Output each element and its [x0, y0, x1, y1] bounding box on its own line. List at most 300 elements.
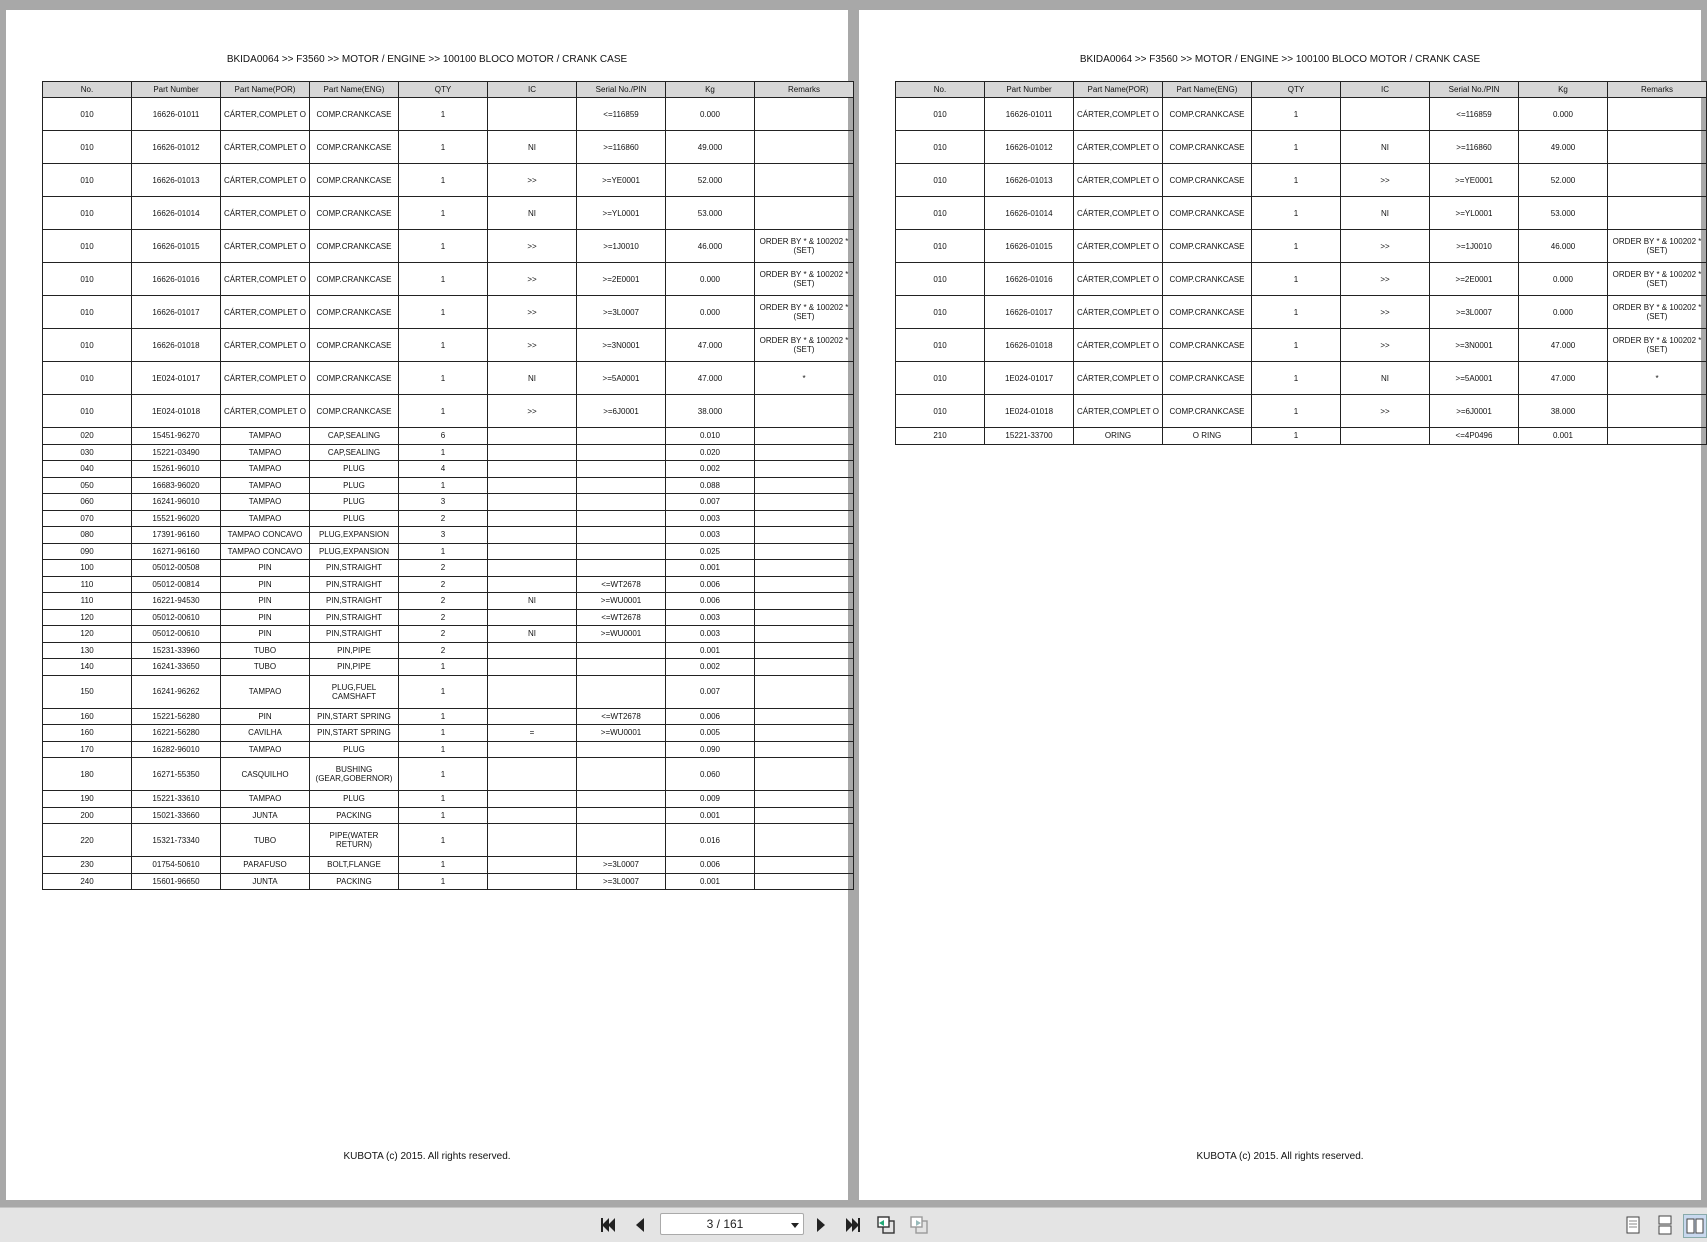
col-remarks-cell — [755, 477, 854, 494]
col-ic-cell — [488, 444, 577, 461]
col-part-name-eng-cell: COMP.CRANKCASE — [1163, 197, 1252, 230]
col-no-cell: 100 — [43, 560, 132, 577]
col-part-number-cell: 16626-01012 — [132, 131, 221, 164]
col-no-cell: 240 — [43, 873, 132, 890]
continuous-view-button[interactable] — [1654, 1214, 1676, 1236]
col-part-name-por-cell: TAMPAO — [221, 477, 310, 494]
col-part-number-cell: 16626-01016 — [985, 263, 1074, 296]
col-qty-cell: 2 — [399, 626, 488, 643]
go-forward-view-icon — [909, 1215, 929, 1235]
col-part-name-eng-cell: PIN,STRAIGHT — [310, 560, 399, 577]
col-part-number-cell: 15451-96270 — [132, 428, 221, 445]
col-qty-cell: 1 — [399, 741, 488, 758]
col-ic-cell: NI — [488, 197, 577, 230]
col-ic-cell — [488, 477, 577, 494]
col-remarks-cell: ORDER BY * & 100202 *(SET) — [755, 296, 854, 329]
col-part-name-eng-cell: COMP.CRANKCASE — [310, 131, 399, 164]
col-kg-cell: 0.001 — [666, 560, 755, 577]
col-qty-cell: 3 — [399, 494, 488, 511]
col-part-number-cell: 16241-33650 — [132, 659, 221, 676]
col-ic-cell: NI — [488, 626, 577, 643]
col-no-cell: 010 — [43, 197, 132, 230]
col-part-name-eng-cell: PIN,PIPE — [310, 659, 399, 676]
facing-pages-view-icon — [1686, 1218, 1704, 1234]
document-page-right — [859, 10, 1701, 1200]
col-part-name-eng-cell: BUSHING (GEAR,GOBERNOR) — [310, 758, 399, 791]
col-no-cell: 040 — [43, 461, 132, 478]
col-serial-cell: >=2E0001 — [1430, 263, 1519, 296]
col-ic-cell — [488, 741, 577, 758]
single-page-view-icon — [1625, 1216, 1641, 1234]
col-no-cell: 010 — [43, 131, 132, 164]
last-page-button[interactable] — [842, 1214, 864, 1236]
col-ic-cell: NI — [1341, 362, 1430, 395]
col-no-cell: 150 — [43, 675, 132, 708]
col-part-name-por-cell: CÁRTER,COMPLET O — [1074, 395, 1163, 428]
col-remarks-cell — [755, 725, 854, 742]
col-no-cell: 010 — [896, 395, 985, 428]
col-no-cell: 190 — [43, 791, 132, 808]
col-part-name-por-cell: CÁRTER,COMPLET O — [221, 131, 310, 164]
col-kg-cell: 0.016 — [666, 824, 755, 857]
col-part-name-eng-cell: PIN,STRAIGHT — [310, 593, 399, 610]
parts-table — [42, 81, 854, 890]
col-part-name-por-cell: PIN — [221, 609, 310, 626]
col-kg-cell: 0.003 — [666, 609, 755, 626]
col-serial-cell: <=116859 — [577, 98, 666, 131]
col-ic-cell — [488, 791, 577, 808]
col-remarks-cell — [755, 791, 854, 808]
col-remarks-cell — [755, 444, 854, 461]
page-number-field[interactable] — [660, 1213, 804, 1235]
col-part-name-eng-cell: BOLT,FLANGE — [310, 857, 399, 874]
col-qty-cell: 1 — [1252, 164, 1341, 197]
col-qty-cell: 1 — [399, 543, 488, 560]
col-part-name-eng-cell: COMP.CRANKCASE — [310, 329, 399, 362]
table-row — [43, 164, 854, 197]
col-serial-cell — [577, 741, 666, 758]
col-part-number-cell: 15321-73340 — [132, 824, 221, 857]
col-part-name-por-cell: CÁRTER,COMPLET O — [1074, 329, 1163, 362]
col-part-number-cell: 16271-55350 — [132, 758, 221, 791]
table-header-row — [43, 82, 854, 98]
col-qty-cell: 1 — [1252, 395, 1341, 428]
col-part-name-eng-cell: PLUG — [310, 741, 399, 758]
col-serial-cell: <=116859 — [1430, 98, 1519, 131]
col-ic-cell: >> — [488, 164, 577, 197]
col-ic-cell: >> — [1341, 296, 1430, 329]
col-no-cell: 010 — [43, 263, 132, 296]
col-part-name-eng-cell: PACKING — [310, 873, 399, 890]
col-ic-cell: NI — [488, 593, 577, 610]
first-page-button[interactable] — [597, 1214, 619, 1236]
col-remarks-cell: ORDER BY * & 100202 *(SET) — [1608, 263, 1707, 296]
table-row — [43, 230, 854, 263]
viewer-toolbar — [0, 1207, 1707, 1242]
col-part-name-por-cell: CÁRTER,COMPLET O — [221, 230, 310, 263]
col-no-cell: 170 — [43, 741, 132, 758]
col-part-name-eng-cell: COMP.CRANKCASE — [1163, 98, 1252, 131]
col-kg-cell: 0.007 — [666, 494, 755, 511]
col-serial-cell — [577, 659, 666, 676]
col-kg-cell: 0.003 — [666, 626, 755, 643]
col-part-number-cell: 16626-01011 — [985, 98, 1074, 131]
go-back-view-button[interactable] — [875, 1214, 897, 1236]
col-ic-cell: >> — [488, 329, 577, 362]
col-part-name-por-cell: CÁRTER,COMPLET O — [221, 296, 310, 329]
column-header-ic: IC — [1341, 82, 1430, 98]
col-no-cell: 120 — [43, 609, 132, 626]
col-serial-cell: >=1J0010 — [577, 230, 666, 263]
col-serial-cell: >=3L0007 — [577, 857, 666, 874]
col-serial-cell: <=4P0496 — [1430, 428, 1519, 445]
table-row — [43, 527, 854, 544]
col-part-number-cell: 16683-96020 — [132, 477, 221, 494]
table-row — [43, 428, 854, 445]
col-no-cell: 230 — [43, 857, 132, 874]
col-ic-cell — [488, 675, 577, 708]
col-ic-cell — [488, 461, 577, 478]
col-kg-cell: 0.009 — [666, 791, 755, 808]
col-part-name-por-cell: PIN — [221, 593, 310, 610]
table-row — [43, 543, 854, 560]
col-qty-cell: 1 — [399, 98, 488, 131]
col-ic-cell — [1341, 98, 1430, 131]
col-remarks-cell: * — [755, 362, 854, 395]
col-kg-cell: 0.003 — [666, 527, 755, 544]
col-serial-cell: >=2E0001 — [577, 263, 666, 296]
column-header-part-name-eng: Part Name(ENG) — [1163, 82, 1252, 98]
column-header-part-name-por: Part Name(POR) — [1074, 82, 1163, 98]
table-row — [43, 329, 854, 362]
col-remarks-cell — [755, 428, 854, 445]
col-part-name-eng-cell: PLUG — [310, 461, 399, 478]
col-no-cell: 080 — [43, 527, 132, 544]
col-no-cell: 120 — [43, 626, 132, 643]
col-remarks-cell — [755, 164, 854, 197]
chevron-down-icon[interactable] — [791, 1223, 799, 1228]
col-qty-cell: 1 — [1252, 329, 1341, 362]
column-header-part-number: Part Number — [985, 82, 1074, 98]
col-remarks-cell — [755, 758, 854, 791]
col-part-name-eng-cell: PIN,STRAIGHT — [310, 609, 399, 626]
col-kg-cell: 52.000 — [1519, 164, 1608, 197]
col-no-cell: 010 — [896, 329, 985, 362]
col-part-number-cell: 16626-01018 — [132, 329, 221, 362]
col-ic-cell — [488, 609, 577, 626]
col-part-number-cell: 15601-96650 — [132, 873, 221, 890]
col-serial-cell: >=YE0001 — [577, 164, 666, 197]
col-qty-cell: 2 — [399, 642, 488, 659]
col-remarks-cell: ORDER BY * & 100202 *(SET) — [1608, 329, 1707, 362]
col-qty-cell: 1 — [399, 296, 488, 329]
col-part-name-por-cell: TAMPAO — [221, 461, 310, 478]
next-page-button[interactable] — [810, 1214, 832, 1236]
col-ic-cell: >> — [488, 263, 577, 296]
col-no-cell: 010 — [896, 131, 985, 164]
col-no-cell: 050 — [43, 477, 132, 494]
col-part-number-cell: 1E024-01018 — [985, 395, 1074, 428]
last-page-icon — [844, 1216, 862, 1234]
table-row — [43, 659, 854, 676]
col-no-cell: 010 — [896, 362, 985, 395]
col-part-number-cell: 01754-50610 — [132, 857, 221, 874]
col-remarks-cell: ORDER BY * & 100202 *(SET) — [1608, 230, 1707, 263]
col-kg-cell: 0.001 — [666, 873, 755, 890]
col-part-number-cell: 05012-00610 — [132, 609, 221, 626]
col-kg-cell: 0.000 — [1519, 263, 1608, 296]
table-row — [43, 560, 854, 577]
table-header-row — [896, 82, 1707, 98]
col-part-name-eng-cell: COMP.CRANKCASE — [310, 296, 399, 329]
col-serial-cell — [577, 824, 666, 857]
col-serial-cell: >=YL0001 — [577, 197, 666, 230]
col-serial-cell: >=WU0001 — [577, 593, 666, 610]
col-part-number-cell: 16626-01013 — [985, 164, 1074, 197]
col-part-name-por-cell: CÁRTER,COMPLET O — [1074, 131, 1163, 164]
col-part-name-por-cell: PIN — [221, 708, 310, 725]
col-part-name-eng-cell: PLUG,EXPANSION — [310, 527, 399, 544]
col-remarks-cell — [755, 510, 854, 527]
col-ic-cell — [488, 873, 577, 890]
col-remarks-cell — [755, 560, 854, 577]
col-kg-cell: 47.000 — [666, 362, 755, 395]
col-kg-cell: 49.000 — [1519, 131, 1608, 164]
col-qty-cell: 1 — [399, 857, 488, 874]
next-page-icon — [812, 1216, 830, 1234]
col-no-cell: 180 — [43, 758, 132, 791]
col-part-name-por-cell: CAVILHA — [221, 725, 310, 742]
col-remarks-cell — [755, 873, 854, 890]
col-qty-cell: 1 — [399, 873, 488, 890]
col-part-name-eng-cell: COMP.CRANKCASE — [1163, 263, 1252, 296]
col-part-name-eng-cell: PLUG,FUEL CAMSHAFT — [310, 675, 399, 708]
col-serial-cell: >=YL0001 — [1430, 197, 1519, 230]
col-part-name-por-cell: CÁRTER,COMPLET O — [1074, 197, 1163, 230]
col-qty-cell: 2 — [399, 576, 488, 593]
col-qty-cell: 1 — [1252, 263, 1341, 296]
col-serial-cell — [577, 560, 666, 577]
col-kg-cell: 0.000 — [666, 98, 755, 131]
col-part-number-cell: 16626-01018 — [985, 329, 1074, 362]
col-remarks-cell — [755, 609, 854, 626]
col-no-cell: 010 — [896, 230, 985, 263]
col-qty-cell: 1 — [399, 675, 488, 708]
col-ic-cell: NI — [488, 131, 577, 164]
column-header-kg: Kg — [1519, 82, 1608, 98]
col-no-cell: 070 — [43, 510, 132, 527]
col-ic-cell — [488, 510, 577, 527]
table-row — [43, 593, 854, 610]
col-remarks-cell — [755, 824, 854, 857]
prev-page-button[interactable] — [629, 1214, 651, 1236]
col-part-number-cell: 16241-96010 — [132, 494, 221, 511]
col-part-number-cell: 16221-94530 — [132, 593, 221, 610]
col-serial-cell: <=WT2678 — [577, 708, 666, 725]
facing-pages-view-button[interactable] — [1683, 1214, 1707, 1238]
col-qty-cell: 1 — [399, 395, 488, 428]
col-qty-cell: 1 — [399, 164, 488, 197]
table-row — [896, 296, 1707, 329]
table-row — [43, 741, 854, 758]
col-ic-cell: >> — [1341, 395, 1430, 428]
single-page-view-button[interactable] — [1622, 1214, 1644, 1236]
col-part-name-por-cell: CÁRTER,COMPLET O — [221, 164, 310, 197]
col-qty-cell: 1 — [399, 329, 488, 362]
col-part-name-por-cell: TUBO — [221, 642, 310, 659]
col-remarks-cell — [755, 543, 854, 560]
col-remarks-cell — [755, 461, 854, 478]
col-part-number-cell: 05012-00610 — [132, 626, 221, 643]
col-ic-cell — [488, 428, 577, 445]
col-ic-cell: >> — [1341, 263, 1430, 296]
col-kg-cell: 46.000 — [1519, 230, 1608, 263]
col-remarks-cell — [755, 576, 854, 593]
col-qty-cell: 2 — [399, 510, 488, 527]
col-qty-cell: 1 — [1252, 428, 1341, 445]
page-indicator: 3 / 161 — [706, 1217, 744, 1231]
col-kg-cell: 53.000 — [1519, 197, 1608, 230]
col-serial-cell: <=WT2678 — [577, 576, 666, 593]
col-qty-cell: 1 — [399, 197, 488, 230]
col-remarks-cell — [755, 857, 854, 874]
col-no-cell: 010 — [43, 395, 132, 428]
column-header-qty: QTY — [399, 82, 488, 98]
col-serial-cell — [577, 444, 666, 461]
col-kg-cell: 0.007 — [666, 675, 755, 708]
col-no-cell: 010 — [896, 164, 985, 197]
col-part-name-eng-cell: CAP,SEALING — [310, 428, 399, 445]
col-remarks-cell — [755, 131, 854, 164]
col-no-cell: 010 — [43, 296, 132, 329]
col-part-name-por-cell: JUNTA — [221, 873, 310, 890]
col-part-name-por-cell: TUBO — [221, 824, 310, 857]
col-part-name-por-cell: CÁRTER,COMPLET O — [1074, 164, 1163, 197]
col-part-name-eng-cell: PIPE(WATER RETURN) — [310, 824, 399, 857]
col-kg-cell: 0.025 — [666, 543, 755, 560]
col-qty-cell: 2 — [399, 593, 488, 610]
col-remarks-cell — [755, 659, 854, 676]
col-serial-cell — [577, 428, 666, 445]
col-serial-cell — [577, 494, 666, 511]
col-no-cell: 130 — [43, 642, 132, 659]
table-row — [43, 576, 854, 593]
table-row — [896, 395, 1707, 428]
page-footer: KUBOTA (c) 2015. All rights reserved. — [343, 1151, 511, 1162]
col-part-number-cell: 16626-01012 — [985, 131, 1074, 164]
col-remarks-cell: ORDER BY * & 100202 *(SET) — [755, 263, 854, 296]
col-ic-cell — [488, 857, 577, 874]
col-part-name-eng-cell: PIN,START SPRING — [310, 708, 399, 725]
col-part-name-eng-cell: PIN,STRAIGHT — [310, 626, 399, 643]
col-part-number-cell: 15261-96010 — [132, 461, 221, 478]
col-no-cell: 140 — [43, 659, 132, 676]
col-kg-cell: 0.020 — [666, 444, 755, 461]
col-part-number-cell: 1E024-01017 — [132, 362, 221, 395]
col-ic-cell: = — [488, 725, 577, 742]
col-kg-cell: 0.000 — [1519, 98, 1608, 131]
col-part-name-eng-cell: COMP.CRANKCASE — [310, 230, 399, 263]
table-row — [43, 857, 854, 874]
col-remarks-cell — [1608, 197, 1707, 230]
col-kg-cell: 0.001 — [666, 807, 755, 824]
table-row — [43, 494, 854, 511]
table-row — [43, 609, 854, 626]
col-qty-cell: 1 — [399, 362, 488, 395]
col-kg-cell: 46.000 — [666, 230, 755, 263]
col-serial-cell: >=3L0007 — [577, 296, 666, 329]
col-part-name-por-cell: CÁRTER,COMPLET O — [221, 362, 310, 395]
table-row — [43, 263, 854, 296]
table-row — [43, 296, 854, 329]
col-kg-cell: 0.002 — [666, 461, 755, 478]
col-qty-cell: 1 — [399, 444, 488, 461]
col-no-cell: 010 — [43, 329, 132, 362]
col-kg-cell: 0.010 — [666, 428, 755, 445]
column-header-part-name-eng: Part Name(ENG) — [310, 82, 399, 98]
col-part-name-por-cell: CÁRTER,COMPLET O — [1074, 263, 1163, 296]
col-serial-cell: >=3L0007 — [1430, 296, 1519, 329]
col-qty-cell: 1 — [399, 477, 488, 494]
col-part-name-eng-cell: PLUG,EXPANSION — [310, 543, 399, 560]
col-part-name-por-cell: PIN — [221, 576, 310, 593]
col-part-name-eng-cell: COMP.CRANKCASE — [1163, 395, 1252, 428]
col-ic-cell — [488, 98, 577, 131]
col-part-name-por-cell: PARAFUSO — [221, 857, 310, 874]
col-kg-cell: 0.060 — [666, 758, 755, 791]
col-part-number-cell: 16626-01016 — [132, 263, 221, 296]
col-kg-cell: 38.000 — [1519, 395, 1608, 428]
col-ic-cell — [488, 494, 577, 511]
col-no-cell: 060 — [43, 494, 132, 511]
col-ic-cell — [488, 527, 577, 544]
table-row — [43, 131, 854, 164]
col-part-name-eng-cell: PACKING — [310, 807, 399, 824]
col-part-name-por-cell: CÁRTER,COMPLET O — [221, 98, 310, 131]
col-qty-cell: 1 — [1252, 296, 1341, 329]
col-part-name-por-cell: TUBO — [221, 659, 310, 676]
go-back-view-icon — [876, 1215, 896, 1235]
column-header-part-number: Part Number — [132, 82, 221, 98]
col-kg-cell: 0.001 — [1519, 428, 1608, 445]
col-part-name-por-cell: TAMPAO — [221, 428, 310, 445]
col-part-number-cell: 16626-01017 — [132, 296, 221, 329]
col-no-cell: 220 — [43, 824, 132, 857]
table-row — [43, 708, 854, 725]
table-row — [43, 477, 854, 494]
col-part-number-cell: 15021-33660 — [132, 807, 221, 824]
col-kg-cell: 0.088 — [666, 477, 755, 494]
col-part-number-cell: 1E024-01018 — [132, 395, 221, 428]
col-part-name-por-cell: CÁRTER,COMPLET O — [1074, 296, 1163, 329]
col-remarks-cell: ORDER BY * & 100202 *(SET) — [755, 230, 854, 263]
col-serial-cell: >=116860 — [577, 131, 666, 164]
first-page-icon — [599, 1216, 617, 1234]
col-remarks-cell: ORDER BY * & 100202 *(SET) — [1608, 296, 1707, 329]
col-serial-cell — [577, 510, 666, 527]
col-remarks-cell — [1608, 131, 1707, 164]
col-serial-cell — [577, 543, 666, 560]
col-part-number-cell: 16626-01015 — [985, 230, 1074, 263]
col-kg-cell: 47.000 — [1519, 329, 1608, 362]
col-kg-cell: 0.001 — [666, 642, 755, 659]
col-no-cell: 090 — [43, 543, 132, 560]
go-forward-view-button[interactable] — [908, 1214, 930, 1236]
col-ic-cell: >> — [1341, 230, 1430, 263]
col-no-cell: 160 — [43, 725, 132, 742]
col-ic-cell: >> — [488, 395, 577, 428]
table-row — [43, 725, 854, 742]
